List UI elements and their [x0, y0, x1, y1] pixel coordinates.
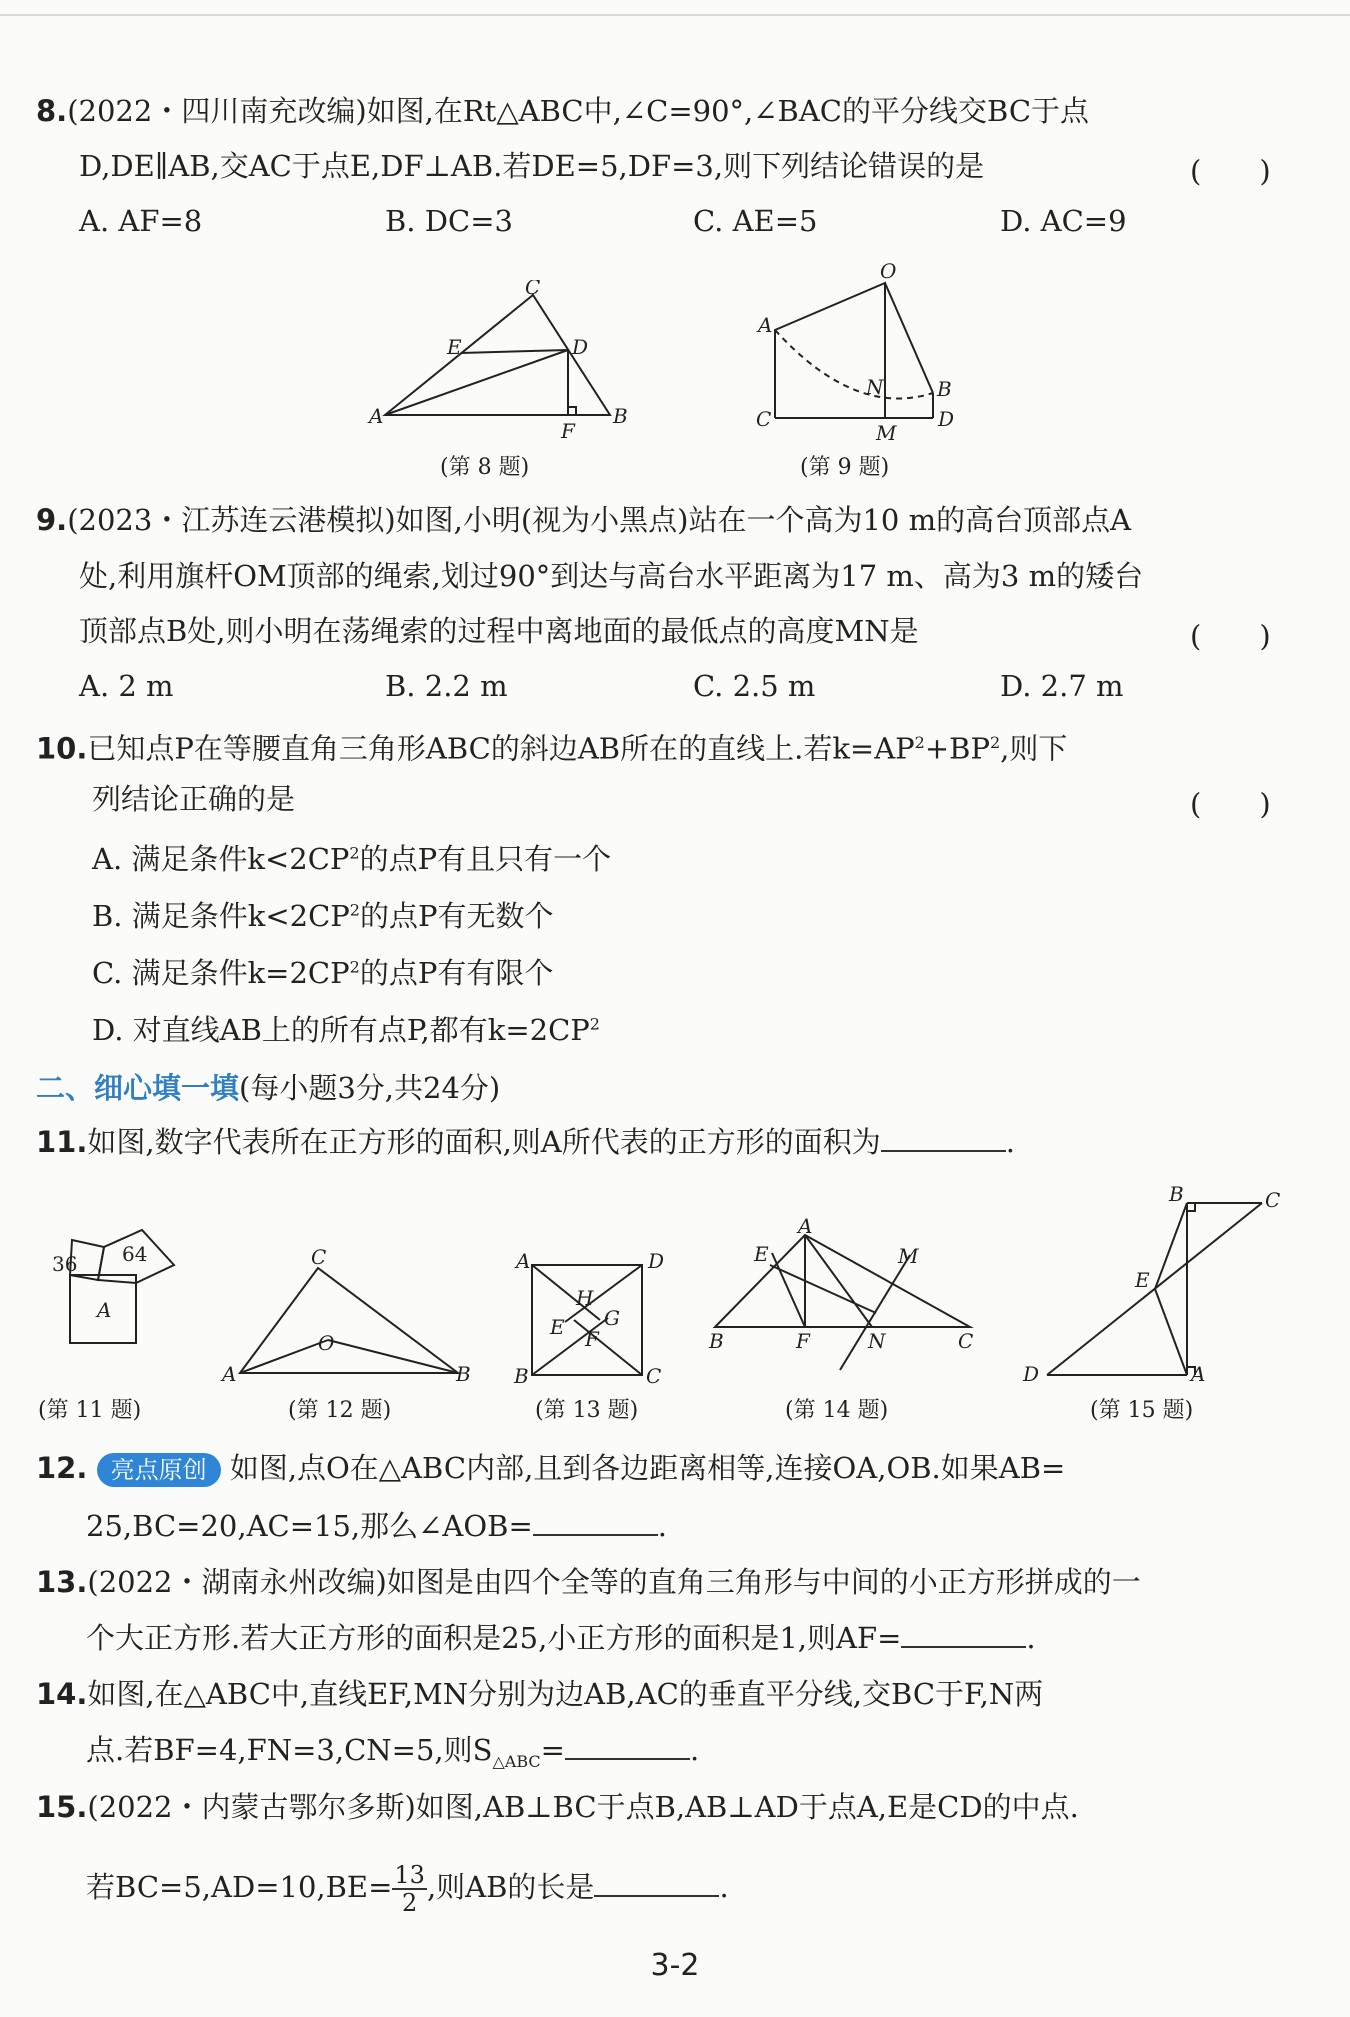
fig14-label-m: M — [898, 1244, 919, 1268]
q10-optA-sup: 2 — [349, 843, 360, 863]
fig9-label-b: B — [937, 377, 952, 401]
figure-14 — [700, 1215, 990, 1385]
q15-frac-num: 13 — [394, 1861, 425, 1889]
q8-option-a: A. AF=8 — [79, 204, 203, 238]
figure-11 — [30, 1225, 190, 1385]
fig15-label-b: B — [1169, 1185, 1184, 1206]
fig12-label-o: O — [318, 1331, 335, 1355]
q10-option-a — [92, 837, 611, 878]
figure-15 — [1015, 1185, 1295, 1385]
fig8-label-e: E — [447, 335, 462, 359]
q14-number: 14. — [36, 1677, 88, 1711]
q15-text2a: 若BC=5,AD=10,BE= — [86, 1870, 393, 1904]
fig8-label-a: A — [369, 404, 384, 428]
q13-answer-blank[interactable] — [901, 1618, 1026, 1648]
fig9-label-m: M — [876, 421, 897, 443]
q10-text1b: +BP — [924, 731, 990, 766]
q10-optA-b: 的点P有且只有一个 — [359, 842, 612, 876]
q11-answer-blank[interactable] — [881, 1122, 1006, 1152]
q12-line1 — [36, 1448, 1065, 1488]
q13-text1: (2022・湖南永州改编)如图是由四个全等的直角三角形与中间的小正方形拼成的一 — [87, 1565, 1141, 1599]
q11-line — [36, 1122, 1015, 1162]
q10-optD-sup: 2 — [589, 1014, 600, 1034]
fig9-label-n: N — [866, 375, 884, 399]
fig13-label-b: B — [514, 1364, 529, 1388]
fig15-label-e: E — [1135, 1268, 1150, 1292]
q8-line1 — [36, 91, 1089, 131]
q14-text2: 点.若BF=4,FN=3,CN=5,则S — [86, 1733, 493, 1767]
q11-tail: . — [1005, 1125, 1015, 1159]
q8-text2: D,DE∥AB,交AC于点E,DF⊥AB.若DE=5,DF=3,则下列结论错误的是 — [79, 149, 985, 183]
figure-12 — [218, 1248, 478, 1388]
q13-line2 — [86, 1618, 1036, 1658]
q10-optB-sup: 2 — [349, 900, 360, 920]
q12-number: 12. — [36, 1451, 88, 1485]
q11-text: 如图,数字代表所在正方形的面积,则A所代表的正方形的面积为 — [87, 1125, 881, 1159]
fig14-label-a: A — [798, 1215, 813, 1238]
fig13-label-e: E — [550, 1315, 565, 1339]
fig12-label-a: A — [222, 1362, 237, 1386]
fig15-label-c: C — [1265, 1188, 1281, 1212]
fig13-label-f: F — [585, 1327, 599, 1351]
figure-9 — [750, 258, 960, 443]
q10-optB-b: 的点P有无数个 — [359, 899, 554, 933]
section-note: (每小题3分,共24分) — [239, 1071, 501, 1105]
q8-option-b: B. DC=3 — [385, 204, 513, 238]
q10-line2 — [92, 779, 295, 819]
q13-number: 13. — [36, 1565, 88, 1599]
fig13-label-h: H — [576, 1286, 594, 1310]
q14-line1 — [36, 1674, 1043, 1714]
q9-option-c: C. 2.5 m — [693, 669, 816, 703]
q11-number: 11. — [36, 1125, 88, 1159]
figure-8 — [365, 280, 635, 440]
q9-text2: 处,利用旗杆OM顶部的绳索,划过90°到达与高台水平距离为17 m、高为3 m的矮台 — [79, 559, 1144, 593]
q10-answer-paren: ( ) — [1190, 787, 1271, 821]
q15-line1 — [36, 1787, 1079, 1827]
q9-option-a: A. 2 m — [79, 669, 174, 703]
fig8-label-d: D — [572, 335, 589, 359]
fig8-label-f: F — [561, 419, 575, 440]
fig13-label-a: A — [516, 1250, 531, 1273]
q10-sup2: 2 — [989, 733, 1001, 752]
fig15-label-a: A — [1191, 1362, 1206, 1385]
q12-answer-blank[interactable] — [533, 1506, 658, 1536]
fig11-label-a: A — [97, 1298, 112, 1322]
q9-line2 — [79, 556, 1143, 596]
q10-line1 — [36, 723, 1067, 769]
fig12-caption: (第 12 题) — [288, 1398, 392, 1423]
q12-text1: 如图,点O在△ABC内部,且到各边距离相等,连接OA,OB.如果AB= — [229, 1451, 1066, 1485]
q9-line3 — [79, 611, 919, 651]
fig13-caption: (第 13 题) — [535, 1398, 639, 1423]
q8-text1: (2022・四川南充改编)如图,在Rt△ABC中,∠C=90°,∠BAC的平分线交BC于点 — [67, 94, 1090, 128]
fig15-label-d: D — [1023, 1362, 1040, 1385]
q10-option-b — [92, 894, 553, 935]
q9-option-d: D. 2.7 m — [1000, 669, 1124, 703]
q9-text3: 顶部点B处,则小明在荡绳索的过程中离地面的最低点的高度MN是 — [79, 614, 919, 648]
q12-line2 — [86, 1506, 667, 1546]
q14-text2b: = — [540, 1733, 565, 1767]
fig11-caption: (第 11 题) — [38, 1398, 142, 1423]
q8-option-d: D. AC=9 — [1000, 204, 1127, 238]
fig13-label-g: G — [604, 1306, 620, 1330]
figure-13 — [510, 1250, 670, 1390]
q15-number: 15. — [36, 1790, 88, 1824]
fig9-label-d: D — [938, 407, 955, 431]
section-heading — [36, 1066, 500, 1107]
fig14-label-f: F — [796, 1329, 810, 1353]
q12-text2: 25,BC=20,AC=15,那么∠AOB= — [86, 1509, 533, 1543]
q9-line1 — [36, 500, 1131, 540]
q15-tail: . — [719, 1870, 729, 1904]
q9-answer-paren: ( ) — [1190, 619, 1271, 653]
q10-text1c: ,则下 — [1000, 731, 1068, 766]
section-title: 二、细心填一填 — [36, 1071, 240, 1105]
q15-line2 — [86, 1862, 729, 1916]
fig14-label-e: E — [754, 1242, 769, 1266]
top-border — [0, 14, 1350, 16]
q10-optC-a: C. 满足条件k=2CP — [92, 956, 350, 990]
fig14-label-b: B — [709, 1329, 724, 1353]
fig8-label-c: C — [525, 280, 541, 299]
original-badge: 亮点原创 — [97, 1453, 221, 1487]
q13-line1 — [36, 1562, 1141, 1602]
q14-line2 — [86, 1730, 699, 1782]
q13-text2: 个大正方形.若大正方形的面积是25,小正方形的面积是1,则AF= — [86, 1621, 902, 1655]
fig12-label-b: B — [456, 1362, 471, 1386]
page-number: 3-2 — [650, 1948, 700, 1983]
q10-option-c — [92, 951, 553, 992]
fig14-label-n: N — [868, 1329, 886, 1353]
fig9-caption: (第 9 题) — [800, 455, 890, 480]
fig14-caption: (第 14 题) — [785, 1398, 889, 1423]
fig13-label-d: D — [648, 1250, 665, 1273]
q10-optC-b: 的点P有有限个 — [359, 956, 554, 990]
q15-text1: (2022・内蒙古鄂尔多斯)如图,AB⊥BC于点B,AB⊥AD于点A,E是CD的中点. — [87, 1790, 1079, 1824]
q8-line2 — [79, 146, 984, 186]
q15-fraction — [392, 1862, 427, 1916]
q9-option-b: B. 2.2 m — [385, 669, 508, 703]
fig11-label-36: 36 — [52, 1252, 78, 1276]
q14-tail: . — [689, 1733, 700, 1767]
q9-text1: (2023・江苏连云港模拟)如图,小明(视为小黑点)站在一个高为10 m的高台顶部点A — [67, 503, 1132, 537]
q15-text2b: ,则AB的长是 — [426, 1870, 595, 1904]
q10-optC-sup: 2 — [349, 957, 360, 977]
fig13-label-c: C — [646, 1364, 662, 1388]
fig8-caption: (第 8 题) — [440, 455, 530, 480]
fig11-label-64: 64 — [122, 1242, 148, 1266]
q10-optB-a: B. 满足条件k<2CP — [92, 899, 350, 933]
fig9-label-c: C — [756, 407, 772, 431]
fig9-label-o: O — [880, 259, 897, 283]
q8-number: 8. — [36, 94, 68, 128]
fig15-caption: (第 15 题) — [1090, 1398, 1194, 1423]
q9-number: 9. — [36, 503, 68, 537]
q10-text1a: 已知点P在等腰直角三角形ABC的斜边AB所在的直线上.若k=AP — [87, 731, 915, 766]
q10-optA-a: A. 满足条件k<2CP — [92, 842, 350, 876]
q10-text2: 列结论正确的是 — [92, 782, 296, 816]
q14-answer-blank[interactable] — [565, 1730, 690, 1760]
q12-tail: . — [657, 1509, 667, 1543]
fig8-label-b: B — [613, 404, 628, 428]
q14-text1: 如图,在△ABC中,直线EF,MN分别为边AB,AC的垂直平分线,交BC于F,N两 — [87, 1677, 1044, 1711]
q13-tail: . — [1026, 1621, 1036, 1655]
q15-answer-blank[interactable] — [594, 1867, 719, 1897]
q10-number: 10. — [36, 731, 88, 766]
q15-frac-den: 2 — [402, 1889, 418, 1917]
q10-option-d — [92, 1008, 600, 1049]
fig12-label-c: C — [311, 1248, 327, 1269]
q14-subscript: △ABC — [492, 1751, 541, 1771]
q8-option-c: C. AE=5 — [693, 204, 818, 238]
q10-sup1: 2 — [914, 733, 925, 752]
fig9-label-a: A — [758, 313, 773, 337]
fig14-label-c: C — [958, 1329, 974, 1353]
q8-answer-paren: ( ) — [1190, 154, 1271, 188]
q10-optD-a: D. 对直线AB上的所有点P,都有k=2CP — [92, 1013, 590, 1047]
